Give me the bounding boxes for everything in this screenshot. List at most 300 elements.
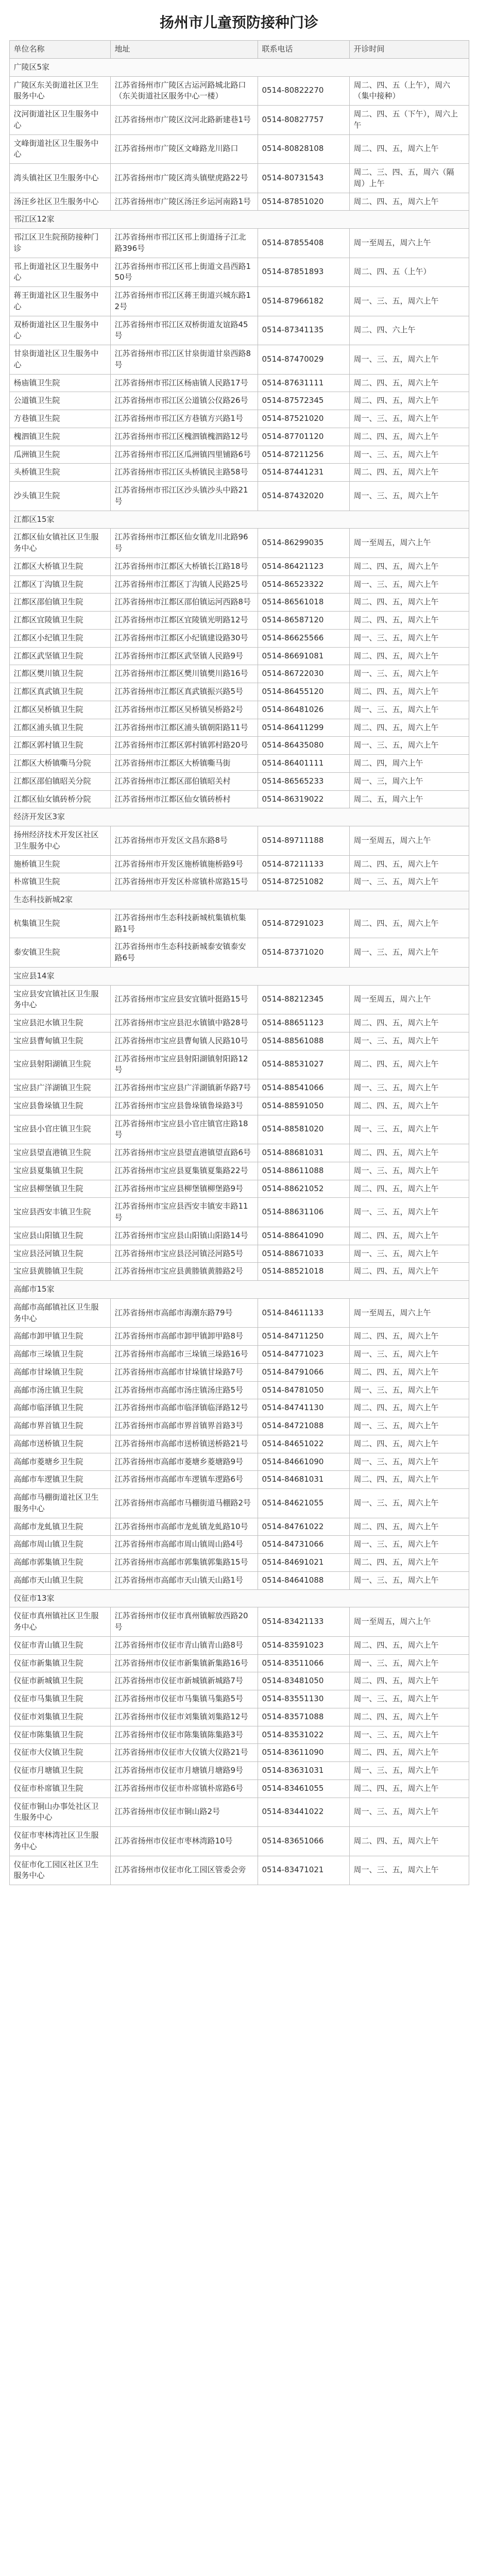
table-row xyxy=(9,1115,469,1144)
clinic-hours: 周一、三、五，周六上午 xyxy=(349,1162,469,1180)
table-row xyxy=(9,1263,469,1281)
clinic-name: 高邮市临泽镇卫生院 xyxy=(9,1399,110,1417)
clinic-hours: 周二、四、五，周六上午 xyxy=(349,612,469,630)
clinic-address: 江苏省扬州市生态科技新城杭集镇杭集路1号 xyxy=(110,909,258,938)
clinic-phone: 0514-87631111 xyxy=(258,374,349,392)
clinic-address: 江苏省扬州市邗江区方巷镇方兴路1号 xyxy=(110,410,258,428)
table-row xyxy=(9,1162,469,1180)
clinic-hours: 周一、三、五，周六上午 xyxy=(349,873,469,891)
clinic-phone: 0514-80731543 xyxy=(258,164,349,193)
clinic-hours: 周一、三、五，周六上午 xyxy=(349,1453,469,1471)
section-label: 高邮市15家 xyxy=(9,1281,469,1299)
clinic-name: 江都区邵伯镇昭关分院 xyxy=(9,772,110,790)
clinic-hours: 周二、四、五，周六上午 xyxy=(349,1144,469,1162)
clinic-address: 江苏省扬州市开发区施桥镇施桥路9号 xyxy=(110,855,258,873)
clinic-hours: 周二、四、五，周六上午 xyxy=(349,909,469,938)
table-row xyxy=(9,76,469,106)
table-row xyxy=(9,683,469,701)
clinic-hours: 周一、三、五，周六上午 xyxy=(349,737,469,755)
clinic-hours: 周一、三、五，周六上午 xyxy=(349,629,469,647)
clinic-name: 仪征市铜山办事处社区卫生服务中心 xyxy=(9,1798,110,1827)
clinic-phone: 0514-83421133 xyxy=(258,1607,349,1637)
clinic-address: 江苏省扬州市宝应县安宜镇叶挺路15号 xyxy=(110,985,258,1014)
clinic-address: 江苏省扬州市宝应县氾水镇镇中路28号 xyxy=(110,1014,258,1032)
clinic-phone: 0514-84691021 xyxy=(258,1554,349,1572)
clinic-phone: 0514-87371020 xyxy=(258,938,349,968)
page-title: 扬州市儿童预防接种门诊 xyxy=(159,14,318,31)
clinic-hours: 周一、三、五，周六上午 xyxy=(349,701,469,719)
table-row xyxy=(9,1198,469,1227)
clinic-address: 江苏省扬州市邗江区邗上街道文昌西路150号 xyxy=(110,258,258,287)
table-row xyxy=(9,1571,469,1589)
clinic-hours: 周一、三、五，周六上午 xyxy=(349,1032,469,1050)
clinic-name: 宝应县西安丰镇卫生院 xyxy=(9,1198,110,1227)
table-row xyxy=(9,1144,469,1162)
table-row xyxy=(9,1690,469,1708)
clinic-name: 沙头镇卫生院 xyxy=(9,482,110,511)
clinic-name: 宝应县曹甸镇卫生院 xyxy=(9,1032,110,1050)
clinic-phone: 0514-84771023 xyxy=(258,1346,349,1364)
table-row xyxy=(9,1097,469,1115)
clinic-address: 江苏省扬州市高邮市马棚街道马棚路2号 xyxy=(110,1489,258,1518)
table-row xyxy=(9,1708,469,1726)
table-row xyxy=(9,392,469,410)
clinic-phone: 0514-84791066 xyxy=(258,1363,349,1381)
clinic-phone: 0514-83631031 xyxy=(258,1762,349,1780)
clinic-hours: 周二、四、五，周六上午 xyxy=(349,428,469,446)
table-row xyxy=(9,1180,469,1198)
clinic-address: 江苏省扬州市宝应县柳堡镇柳堡路9号 xyxy=(110,1180,258,1198)
clinic-hours: 周一至周五，周六上午 xyxy=(349,529,469,558)
table-row xyxy=(9,1856,469,1885)
clinic-phone: 0514-87211256 xyxy=(258,446,349,464)
table-row xyxy=(9,1654,469,1672)
clinic-address: 江苏省扬州市宝应县广洋湖镇新华路7号 xyxy=(110,1079,258,1097)
clinic-hours: 周一、三、五，周六上午 xyxy=(349,665,469,683)
clinic-phone: 0514-87966182 xyxy=(258,287,349,316)
clinic-hours: 周二、四、五，周六上午 xyxy=(349,1827,469,1856)
clinic-hours: 周一至周五，周六上午 xyxy=(349,229,469,258)
clinic-phone: 0514-80828108 xyxy=(258,134,349,164)
clinic-phone: 0514-87572345 xyxy=(258,392,349,410)
table-row xyxy=(9,464,469,482)
clinic-address: 江苏省扬州市广陵区汶河北路新建巷1号 xyxy=(110,106,258,135)
clinic-name: 邗上街道社区卫生服务中心 xyxy=(9,258,110,287)
clinic-address: 江苏省扬州市高邮市车逻镇车逻路6号 xyxy=(110,1471,258,1489)
table-row xyxy=(9,1346,469,1364)
clinic-hours: 周一、三、五，周六上午 xyxy=(349,1856,469,1885)
clinic-address: 江苏省扬州市仪征市真州镇解放西路20号 xyxy=(110,1607,258,1637)
clinic-address: 江苏省扬州市广陵区古运河路城北路口（东关街道社区服务中心一楼） xyxy=(110,76,258,106)
clinic-name: 江都区小纪镇卫生院 xyxy=(9,629,110,647)
clinic-hours: 周一、三、五，周六上午 xyxy=(349,410,469,428)
clinic-phone: 0514-88212345 xyxy=(258,985,349,1014)
clinic-hours: 周一、三、五，周六上午 xyxy=(349,1536,469,1554)
clinic-phone: 0514-88671033 xyxy=(258,1245,349,1263)
clinic-phone: 0514-87855408 xyxy=(258,229,349,258)
clinic-name: 高邮市甘垛镇卫生院 xyxy=(9,1363,110,1381)
clinic-name: 广陵区东关街道社区卫生服务中心 xyxy=(9,76,110,106)
header-phone: 联系电话 xyxy=(258,41,349,59)
clinic-name: 公道镇卫生院 xyxy=(9,392,110,410)
clinic-hours: 周二、五，周六上午 xyxy=(349,790,469,808)
clinic-phone: 0514-83441022 xyxy=(258,1798,349,1827)
clinic-address: 江苏省扬州市广陵区汤汪乡运河南路1号 xyxy=(110,193,258,211)
header-name: 单位名称 xyxy=(9,41,110,59)
clinic-phone: 0514-84641088 xyxy=(258,1571,349,1589)
table-row xyxy=(9,1079,469,1097)
clinic-address: 江苏省扬州市邗江区瓜洲镇四里铺路6号 xyxy=(110,446,258,464)
section-row xyxy=(9,58,469,76)
clinic-address: 江苏省扬州市江都区郭村镇郭村路20号 xyxy=(110,737,258,755)
clinic-name: 杨庙镇卫生院 xyxy=(9,374,110,392)
clinic-address: 江苏省扬州市仪征市陈集镇陈集路3号 xyxy=(110,1726,258,1744)
table-row xyxy=(9,164,469,193)
clinic-address: 江苏省扬州市仪征市新城镇新城路7号 xyxy=(110,1672,258,1690)
clinic-phone: 0514-84741130 xyxy=(258,1399,349,1417)
clinic-phone: 0514-83511066 xyxy=(258,1654,349,1672)
clinic-name: 宝应县山阳镇卫生院 xyxy=(9,1227,110,1245)
clinic-name: 宝应县广洋湖镇卫生院 xyxy=(9,1079,110,1097)
clinic-hours: 周一、三、五，周六上午 xyxy=(349,1762,469,1780)
clinic-hours: 周二、四、五，周六上午 xyxy=(349,1554,469,1572)
section-label: 经济开发区3家 xyxy=(9,808,469,826)
clinic-phone: 0514-83481050 xyxy=(258,1672,349,1690)
clinic-address: 江苏省扬州市邗江区公道镇公仪路26号 xyxy=(110,392,258,410)
clinic-hours: 周二、四、五，周六上午 xyxy=(349,1672,469,1690)
header-hours: 开诊时间 xyxy=(349,41,469,59)
section-row xyxy=(9,891,469,909)
clinic-phone: 0514-87432020 xyxy=(258,482,349,511)
clinic-hours: 周一、三、五，周六上午 xyxy=(349,482,469,511)
clinic-address: 江苏省扬州市高邮市汤庄镇汤庄路5号 xyxy=(110,1381,258,1399)
clinic-name: 甘泉街道社区卫生服务中心 xyxy=(9,345,110,375)
clinic-name: 双桥街道社区卫生服务中心 xyxy=(9,316,110,345)
clinic-phone: 0514-86411299 xyxy=(258,719,349,737)
table-row xyxy=(9,909,469,938)
clinic-address: 江苏省扬州市江都区武坚镇人民路9号 xyxy=(110,647,258,665)
clinic-address: 江苏省扬州市高邮市界首镇界首路3号 xyxy=(110,1417,258,1435)
clinic-name: 仪征市大仪镇卫生院 xyxy=(9,1744,110,1762)
clinic-hours: 周二、四、五（下午），周六上午 xyxy=(349,106,469,135)
clinic-name: 汤汪乡社区卫生服务中心 xyxy=(9,193,110,211)
clinic-phone: 0514-80827757 xyxy=(258,106,349,135)
clinic-name: 仪征市马集镇卫生院 xyxy=(9,1690,110,1708)
section-row xyxy=(9,511,469,529)
clinic-address: 江苏省扬州市江都区浦头镇朝阳路11号 xyxy=(110,719,258,737)
section-row xyxy=(9,1589,469,1607)
section-row xyxy=(9,967,469,985)
clinic-name: 高邮市周山镇卫生院 xyxy=(9,1536,110,1554)
clinic-hours: 周二、四、五，周六上午 xyxy=(349,557,469,575)
clinic-hours: 周二、四、五，周六上午 xyxy=(349,1050,469,1079)
clinic-phone: 0514-86722030 xyxy=(258,665,349,683)
clinic-phone: 0514-83551130 xyxy=(258,1690,349,1708)
clinic-name: 江都区仙女镇社区卫生服务中心 xyxy=(9,529,110,558)
clinic-hours: 周一、三、五，周六上午 xyxy=(349,938,469,968)
clinic-name: 朴席镇卫生院 xyxy=(9,873,110,891)
clinic-phone: 0514-87701120 xyxy=(258,428,349,446)
clinic-name: 江都区邵伯镇卫生院 xyxy=(9,594,110,612)
clinic-address: 江苏省扬州市开发区朴席镇朴席路15号 xyxy=(110,873,258,891)
clinic-name: 宝应县鲁垛镇卫生院 xyxy=(9,1097,110,1115)
clinic-name: 江都区大桥镇嘶马分院 xyxy=(9,755,110,773)
table-row xyxy=(9,134,469,164)
clinic-address: 江苏省扬州市仪征市新集镇新集路16号 xyxy=(110,1654,258,1672)
clinic-hours: 周一至周五，周六上午 xyxy=(349,1298,469,1328)
table-row xyxy=(9,1636,469,1654)
clinic-hours: 周二、四、五，周六上午 xyxy=(349,1014,469,1032)
clinic-address: 江苏省扬州市宝应县望直港镇望直路6号 xyxy=(110,1144,258,1162)
clinic-address: 江苏省扬州市江都区大桥镇嘶马街 xyxy=(110,755,258,773)
clinic-phone: 0514-88531027 xyxy=(258,1050,349,1079)
clinic-phone: 0514-86455120 xyxy=(258,683,349,701)
table-row xyxy=(9,1762,469,1780)
table-row xyxy=(9,410,469,428)
clinic-phone: 0514-86401111 xyxy=(258,755,349,773)
table-row xyxy=(9,1417,469,1435)
clinic-address: 江苏省扬州市邗江区蒋王街道兴城东路12号 xyxy=(110,287,258,316)
clinic-name: 江都区郭村镇卫生院 xyxy=(9,737,110,755)
clinic-phone: 0514-87851020 xyxy=(258,193,349,211)
clinic-address: 江苏省扬州市江都区邵伯镇运河西路8号 xyxy=(110,594,258,612)
clinic-address: 江苏省扬州市广陵区湾头镇壁虎路22号 xyxy=(110,164,258,193)
clinic-phone: 0514-83611090 xyxy=(258,1744,349,1762)
table-row xyxy=(9,193,469,211)
clinic-name: 仪征市月塘镇卫生院 xyxy=(9,1762,110,1780)
clinic-address: 江苏省扬州市高邮市甘垛镇甘垛路7号 xyxy=(110,1363,258,1381)
section-label: 生态科技新城2家 xyxy=(9,891,469,909)
clinic-address: 江苏省扬州市邗江区沙头镇沙头中路21号 xyxy=(110,482,258,511)
clinic-address: 江苏省扬州市宝应县鲁垛镇鲁垛路3号 xyxy=(110,1097,258,1115)
clinic-hours: 周二、四、五，周六上午 xyxy=(349,1636,469,1654)
clinic-address: 江苏省扬州市高邮市卸甲镇卸甲路8号 xyxy=(110,1328,258,1346)
clinic-hours: 周二、四、五，周六上午 xyxy=(349,1435,469,1453)
clinic-phone: 0514-83591023 xyxy=(258,1636,349,1654)
clinic-hours: 周一、三、五，周六上午 xyxy=(349,1798,469,1827)
clinic-hours: 周二、四、五，周六上午 xyxy=(349,392,469,410)
clinic-name: 宝应县射阳湖镇卫生院 xyxy=(9,1050,110,1079)
clinic-hours: 周一至周五，周六上午 xyxy=(349,1607,469,1637)
section-label: 邗江区12家 xyxy=(9,211,469,229)
clinic-address: 江苏省扬州市邗江区甘泉街道甘泉西路8号 xyxy=(110,345,258,375)
section-label: 仪征市13家 xyxy=(9,1589,469,1607)
clinic-hours: 周二、四、五，周六上午 xyxy=(349,1399,469,1417)
clinic-name: 宝应县安宜镇社区卫生服务中心 xyxy=(9,985,110,1014)
clinic-phone: 0514-84781050 xyxy=(258,1381,349,1399)
table-row xyxy=(9,529,469,558)
clinic-phone: 0514-86561018 xyxy=(258,594,349,612)
clinic-phone: 0514-88581020 xyxy=(258,1115,349,1144)
clinic-name: 江都区武坚镇卫生院 xyxy=(9,647,110,665)
table-row xyxy=(9,790,469,808)
table-row xyxy=(9,1554,469,1572)
clinic-name: 宝应县望直港镇卫生院 xyxy=(9,1144,110,1162)
clinic-address: 江苏省扬州市仪征市朴席镇朴席路6号 xyxy=(110,1780,258,1798)
clinic-address: 江苏省扬州市仪征市大仪镇大仪路21号 xyxy=(110,1744,258,1762)
clinic-name: 宝应县柳堡镇卫生院 xyxy=(9,1180,110,1198)
clinic-hours: 周二、四、五，周六上午 xyxy=(349,1227,469,1245)
clinic-hours: 周一至周五，周六上午 xyxy=(349,826,469,856)
clinic-address: 江苏省扬州市仪征市马集镇马集路5号 xyxy=(110,1690,258,1708)
clinic-address: 江苏省扬州市宝应县曹甸镇人民路10号 xyxy=(110,1032,258,1050)
clinic-phone: 0514-87251082 xyxy=(258,873,349,891)
clinic-phone: 0514-88611088 xyxy=(258,1162,349,1180)
clinic-name: 头桥镇卫生院 xyxy=(9,464,110,482)
clinic-phone: 0514-87441231 xyxy=(258,464,349,482)
clinic-phone: 0514-84721088 xyxy=(258,1417,349,1435)
clinic-hours: 周一、三、五，周六上午 xyxy=(349,345,469,375)
clinic-hours: 周二、四、五，周六上午 xyxy=(349,374,469,392)
clinic-address: 江苏省扬州市江都区吴桥镇吴桥路2号 xyxy=(110,701,258,719)
clinic-hours: 周一、三、五，周六上午 xyxy=(349,1346,469,1364)
table-header-row xyxy=(9,41,469,59)
clinic-name: 江都区仙女镇砖桥分院 xyxy=(9,790,110,808)
clinic-phone: 0514-86421123 xyxy=(258,557,349,575)
clinic-hours: 周二、四、五，周六上午 xyxy=(349,134,469,164)
section-row xyxy=(9,211,469,229)
clinic-name: 扬州经济技术开发区社区卫生服务中心 xyxy=(9,826,110,856)
clinic-name: 高邮市卸甲镇卫生院 xyxy=(9,1328,110,1346)
clinic-name: 宝应县氾水镇卫生院 xyxy=(9,1014,110,1032)
table-row xyxy=(9,1726,469,1744)
clinic-phone: 0514-80822270 xyxy=(258,76,349,106)
clinic-name: 江都区大桥镇卫生院 xyxy=(9,557,110,575)
clinic-hours: 周一、三、五，周六上午 xyxy=(349,446,469,464)
clinic-address: 江苏省扬州市高邮市临泽镇临泽路12号 xyxy=(110,1399,258,1417)
clinic-phone: 0514-86587120 xyxy=(258,612,349,630)
clinic-name: 高邮市三垛镇卫生院 xyxy=(9,1346,110,1364)
clinic-phone: 0514-87291023 xyxy=(258,909,349,938)
table-row xyxy=(9,647,469,665)
clinic-hours: 周二、四、五，周六上午 xyxy=(349,1471,469,1489)
table-row xyxy=(9,106,469,135)
clinic-address: 江苏省扬州市邗江区槐泗镇槐泗路12号 xyxy=(110,428,258,446)
clinic-name: 方巷镇卫生院 xyxy=(9,410,110,428)
clinic-name: 文峰街道社区卫生服务中心 xyxy=(9,134,110,164)
table-row xyxy=(9,594,469,612)
clinic-name: 杭集镇卫生院 xyxy=(9,909,110,938)
clinic-address: 江苏省扬州市邗江区邗上街道扬子江北路396号 xyxy=(110,229,258,258)
clinic-name: 宝应县夏集镇卫生院 xyxy=(9,1162,110,1180)
clinic-hours: 周二、三、四、五，周六（隔周）上午 xyxy=(349,164,469,193)
clinic-address: 江苏省扬州市广陵区文峰路龙川路口 xyxy=(110,134,258,164)
table-row xyxy=(9,665,469,683)
clinic-hours: 周二、四、五，周六上午 xyxy=(349,1708,469,1726)
clinic-phone: 0514-84761022 xyxy=(258,1518,349,1536)
clinic-address: 江苏省扬州市邗江区双桥街道友谊路45号 xyxy=(110,316,258,345)
table-row xyxy=(9,755,469,773)
table-row xyxy=(9,1536,469,1554)
clinic-name: 高邮市郭集镇卫生院 xyxy=(9,1554,110,1572)
clinic-address: 江苏省扬州市江都区仙女镇龙川北路96号 xyxy=(110,529,258,558)
clinic-hours: 周二、四、五，周六上午 xyxy=(349,1263,469,1281)
clinic-address: 江苏省扬州市仪征市刘集镇刘集路12号 xyxy=(110,1708,258,1726)
table-row xyxy=(9,629,469,647)
clinic-name: 江都区浦头镇卫生院 xyxy=(9,719,110,737)
clinic-hours: 周二、四、五，周六上午 xyxy=(349,683,469,701)
clinic-hours: 周一、三、五，周六上午 xyxy=(349,1417,469,1435)
clinic-hours: 周二、四、五，周六上午 xyxy=(349,1180,469,1198)
clinic-name: 高邮市界首镇卫生院 xyxy=(9,1417,110,1435)
table-row xyxy=(9,1298,469,1328)
clinic-phone: 0514-88641090 xyxy=(258,1227,349,1245)
table-row xyxy=(9,1827,469,1856)
clinic-phone: 0514-88561088 xyxy=(258,1032,349,1050)
clinic-name: 仪征市陈集镇卫生院 xyxy=(9,1726,110,1744)
clinic-hours: 周二、四、五，周六上午 xyxy=(349,1328,469,1346)
clinic-phone: 0514-84661090 xyxy=(258,1453,349,1471)
clinic-address: 江苏省扬州市高邮市周山镇周山路4号 xyxy=(110,1536,258,1554)
table-row xyxy=(9,575,469,594)
clinic-hours: 周一、三、五，周六上午 xyxy=(349,1198,469,1227)
clinic-name: 高邮市高邮镇社区卫生服务中心 xyxy=(9,1298,110,1328)
table-row xyxy=(9,229,469,258)
clinic-address: 江苏省扬州市仪征市月塘镇月塘路9号 xyxy=(110,1762,258,1780)
clinic-name: 仪征市化工园区社区卫生服务中心 xyxy=(9,1856,110,1885)
clinic-phone: 0514-86299035 xyxy=(258,529,349,558)
clinic-phone: 0514-83571088 xyxy=(258,1708,349,1726)
clinic-hours: 周二、四、五，周六上午 xyxy=(349,1744,469,1762)
clinic-phone: 0514-87521020 xyxy=(258,410,349,428)
clinic-address: 江苏省扬州市仪征市化工园区管委会旁 xyxy=(110,1856,258,1885)
clinic-name: 仪征市朴席镇卫生院 xyxy=(9,1780,110,1798)
section-label: 江都区15家 xyxy=(9,511,469,529)
clinic-hours: 周二、四、五，周六上午 xyxy=(349,1363,469,1381)
table-row xyxy=(9,1381,469,1399)
table-row xyxy=(9,1471,469,1489)
clinic-name: 仪征市青山镇卫生院 xyxy=(9,1636,110,1654)
table-row xyxy=(9,1245,469,1263)
clinic-phone: 0514-87470029 xyxy=(258,345,349,375)
table-row xyxy=(9,719,469,737)
clinic-hours: 周一、三，周六上午 xyxy=(349,772,469,790)
table-row xyxy=(9,1014,469,1032)
clinic-address: 江苏省扬州市江都区真武镇振兴路5号 xyxy=(110,683,258,701)
table-row xyxy=(9,1328,469,1346)
clinic-address: 江苏省扬州市宝应县小官庄镇官庄路18号 xyxy=(110,1115,258,1144)
table-row xyxy=(9,855,469,873)
clinic-phone: 0514-88681031 xyxy=(258,1144,349,1162)
clinic-hours: 周二、四、五，周六上午 xyxy=(349,1780,469,1798)
clinic-name: 邗江区卫生院预防接种门诊 xyxy=(9,229,110,258)
clinic-phone: 0514-87211133 xyxy=(258,855,349,873)
clinic-phone: 0514-84681031 xyxy=(258,1471,349,1489)
clinic-hours: 周二、四、五，周六上午 xyxy=(349,719,469,737)
clinic-address: 江苏省扬州市江都区樊川镇樊川路16号 xyxy=(110,665,258,683)
clinic-hours: 周一、三、五，周六上午 xyxy=(349,1245,469,1263)
header-address: 地址 xyxy=(110,41,258,59)
section-row xyxy=(9,808,469,826)
clinic-name: 仪征市新集镇卫生院 xyxy=(9,1654,110,1672)
table-row xyxy=(9,772,469,790)
clinic-name: 高邮市送桥镇卫生院 xyxy=(9,1435,110,1453)
clinic-name: 仪征市真州镇社区卫生服务中心 xyxy=(9,1607,110,1637)
clinic-hours: 周一、三、五，周六上午 xyxy=(349,287,469,316)
clinic-name: 江都区樊川镇卫生院 xyxy=(9,665,110,683)
clinic-address: 江苏省扬州市高邮市海潮东路79号 xyxy=(110,1298,258,1328)
clinic-address: 江苏省扬州市开发区文昌东路8号 xyxy=(110,826,258,856)
clinic-name: 瓜洲镇卫生院 xyxy=(9,446,110,464)
clinic-hours: 周一、三、五，周六上午 xyxy=(349,575,469,594)
clinic-phone: 0514-88631106 xyxy=(258,1198,349,1227)
clinic-phone: 0514-88541066 xyxy=(258,1079,349,1097)
clinic-address: 江苏省扬州市高邮市龙虬镇龙虬路10号 xyxy=(110,1518,258,1536)
clinic-phone: 0514-84711250 xyxy=(258,1328,349,1346)
clinic-hours: 周一、三、五，周六上午 xyxy=(349,1079,469,1097)
clinic-phone: 0514-88591050 xyxy=(258,1097,349,1115)
clinic-hours: 周二、四、五，周六上午 xyxy=(349,1097,469,1115)
